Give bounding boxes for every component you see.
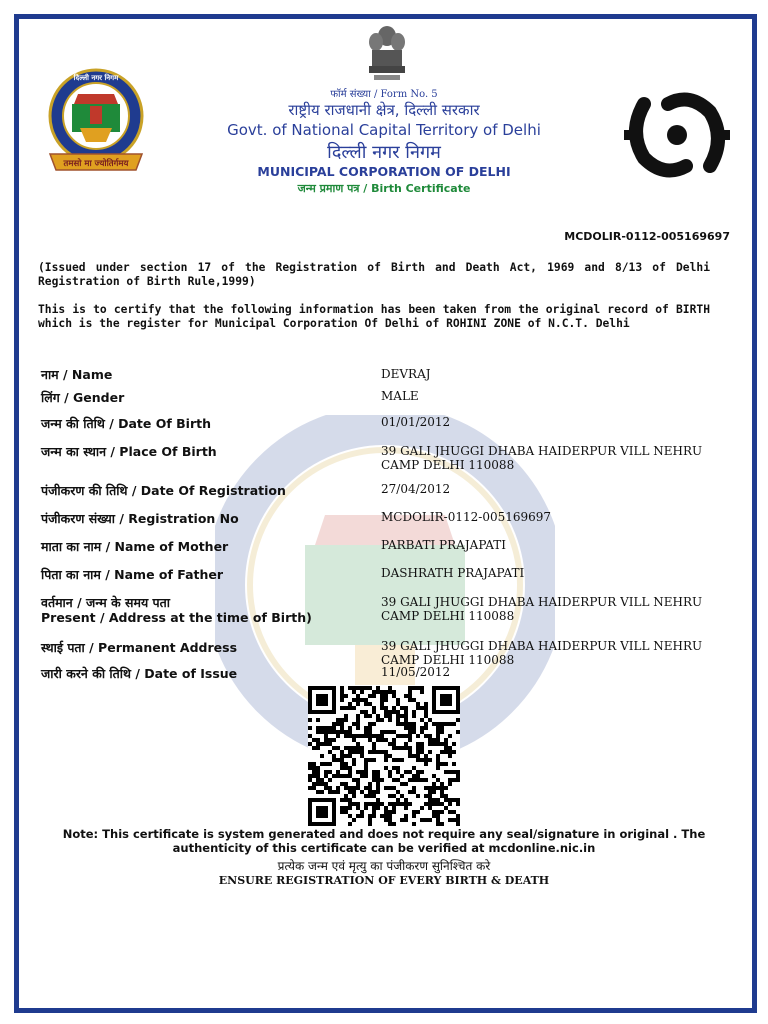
certify-text: This is to certify that the following information has been taken from the original record of BIRTH which is the register for Municipal Corporation Of Delhi of ROHINI ZONE of N.C.T. Delhi: [38, 303, 710, 330]
registration-date-label: पंजीकरण की तिथि / Date Of Registration: [41, 483, 286, 498]
footer-note: Note: This certificate is system generated and does not require any seal/signature in original . The authenticity of this certificate can be verified at mcdonline.nic.in: [62, 827, 706, 855]
issued-under-text: (Issued under section 17 of the Registration of Birth and Death Act, 1969 and 8/13 of Delhi Registration of Birth Rule,1999): [38, 261, 710, 288]
registration-date-value: 27/04/2012: [381, 482, 451, 496]
gender-value: MALE: [381, 389, 419, 403]
logo-motto: तमसो मा ज्योतिर्गमय: [63, 159, 129, 169]
issue-date-value: 11/05/2012: [381, 665, 451, 679]
name-value: DEVRAJ: [381, 367, 431, 381]
gender-label: लिंग / Gender: [41, 390, 125, 405]
swachh-logo-icon: [624, 92, 730, 178]
present-address-label-english: Present / Address at the time of Birth): [41, 610, 312, 625]
certificate-title: जन्म प्रमाण पत्र / Birth Certificate: [297, 182, 471, 195]
national-emblem-icon: [364, 22, 410, 86]
corp-title-english: MUNICIPAL CORPORATION OF DELHI: [257, 164, 511, 179]
registration-no-label: पंजीकरण संख्या / Registration No: [41, 511, 239, 526]
footer-english-slogan: ENSURE REGISTRATION OF EVERY BIRTH & DEATH: [218, 874, 550, 887]
father-name-label: पिता का नाम / Name of Father: [41, 567, 224, 582]
father-name-value: DASHRATH PRAJAPATI: [381, 566, 525, 580]
present-address-value: 39 GALI JHUGGI DHABA HAIDERPUR VILL NEHRU CAMP DELHI 110088: [381, 595, 703, 623]
corp-title-hindi: दिल्ली नगर निगम: [327, 142, 441, 163]
mother-name-value: PARBATI PRAJAPATI: [381, 538, 507, 552]
pob-label: जन्म का स्थान / Place Of Birth: [41, 444, 217, 459]
issue-date-label: जारी करने की तिथि / Date of Issue: [41, 666, 238, 681]
present-address-label-hindi: वर्तमान / जन्म के समय पता: [41, 595, 171, 610]
logo-top-text: दिल्ली नगर निगम: [73, 74, 119, 82]
certificate-id: MCDOLIR-0112-005169697: [564, 230, 730, 243]
permanent-address-value: 39 GALI JHUGGI DHABA HAIDERPUR VILL NEHRU CAMP DELHI 110088: [381, 639, 703, 667]
name-label: नाम / Name: [41, 367, 113, 382]
govt-title-english: Govt. of National Capital Territory of Delhi: [227, 121, 541, 139]
pob-value: 39 GALI JHUGGI DHABA HAIDERPUR VILL NEHRU CAMP DELHI 110088: [381, 444, 703, 472]
permanent-address-label: स्थाई पता / Permanent Address: [41, 640, 238, 655]
dob-value: 01/01/2012: [381, 415, 451, 429]
mother-name-label: माता का नाम / Name of Mother: [41, 539, 229, 554]
form-number: फॉर्म संख्या / Form No. 5: [330, 89, 438, 100]
qr-code: [308, 686, 460, 826]
registration-no-value: MCDOLIR-0112-005169697: [381, 510, 552, 524]
footer-hindi-slogan: प्रत्येक जन्म एवं मृत्यु का पंजीकरण सुनिश्चित करे: [277, 859, 491, 873]
mcd-seal-logo: [40, 66, 152, 178]
govt-title-hindi: राष्ट्रीय राजधानी क्षेत्र, दिल्ली सरकार: [288, 101, 480, 119]
dob-label: जन्म की तिथि / Date Of Birth: [41, 416, 212, 431]
